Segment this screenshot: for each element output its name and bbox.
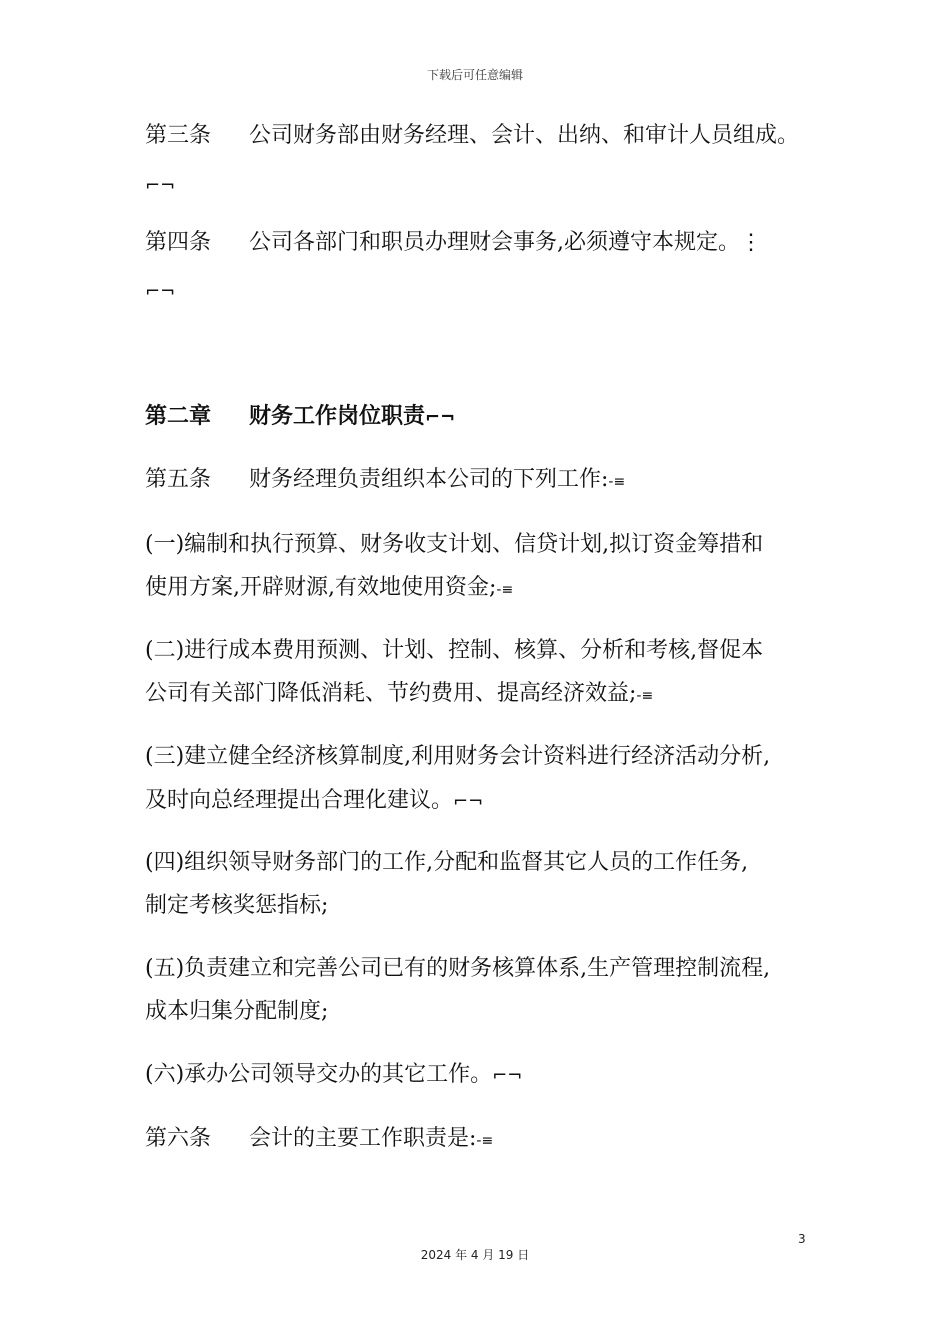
item-6 xyxy=(145,1060,522,1091)
line-break-mark-icon: -≡ xyxy=(496,582,514,598)
article-4 xyxy=(145,228,762,258)
article-4-mark-line xyxy=(145,276,175,307)
item-2-line-2 xyxy=(145,679,653,711)
article-3 xyxy=(145,121,799,151)
article-3-label: 第三条 xyxy=(145,123,212,148)
item-3-line-1: (三)建立健全经济核算制度,利用财务会计资料进行经济活动分析, xyxy=(145,744,771,769)
article-6-label: 第六条 xyxy=(145,1126,212,1151)
footer-date: 2024 年 4 月 19 日 xyxy=(420,1248,530,1262)
item-1-line-2-text: 使用方案,开辟财源,有效地使用资金; xyxy=(145,575,497,600)
chapter-2-title: 财务工作岗位职责 xyxy=(249,403,426,429)
article-6-text: 会计的主要工作职责是: xyxy=(249,1126,477,1151)
item-3-line-2-text: 及时向总经理提出合理化建议。 xyxy=(145,788,454,813)
article-5 xyxy=(145,465,625,497)
page-number: 3 xyxy=(798,1232,806,1246)
item-4-line-1: (四)组织领导财务部门的工作,分配和监督其它人员的工作任务, xyxy=(145,850,749,875)
chapter-2-heading xyxy=(145,401,455,433)
item-4-line-2: 制定考核奖惩指标; xyxy=(145,893,329,918)
paragraph-mark-icon: ⌐¬ xyxy=(492,1065,523,1086)
line-break-mark-icon: -≡ xyxy=(608,474,626,490)
item-1-line-1: (一)编制和执行预算、财务收支计划、信贷计划,拟订资金筹措和 xyxy=(145,532,764,557)
chapter-2-label: 第二章 xyxy=(145,403,212,429)
article-3-text: 公司财务部由财务经理、会计、出纳、和审计人员组成。 xyxy=(249,123,800,148)
article-3-mark-line xyxy=(145,170,175,201)
article-5-text: 财务经理负责组织本公司的下列工作: xyxy=(249,467,609,492)
item-1-line-2 xyxy=(145,573,513,605)
item-5-line-1: (五)负责建立和完善公司已有的财务核算体系,生产管理控制流程, xyxy=(145,956,771,981)
item-5-line-2: 成本归集分配制度; xyxy=(145,999,329,1024)
paragraph-mark-icon: ⌐¬ xyxy=(425,407,456,428)
item-3-line-2 xyxy=(145,786,483,817)
article-5-label: 第五条 xyxy=(145,467,212,492)
article-6 xyxy=(145,1124,493,1156)
line-break-mark-icon: -≡ xyxy=(476,1133,494,1149)
paragraph-mark-icon: ⌐¬ xyxy=(145,281,176,302)
paragraph-mark-icon: ⌐¬ xyxy=(453,791,484,812)
article-4-label: 第四条 xyxy=(145,230,212,255)
line-break-mark-icon: -≡ xyxy=(636,688,654,704)
paragraph-mark-icon: ⌐¬ xyxy=(145,175,176,196)
item-2-line-2-text: 公司有关部门降低消耗、节约费用、提高经济效益; xyxy=(145,681,637,706)
item-6-text: (六)承办公司领导交办的其它工作。 xyxy=(145,1062,493,1087)
article-4-text: 公司各部门和职员办理财会事务,必须遵守本规定。⋮ xyxy=(249,230,762,255)
page-header-note: 下载后可任意编辑 xyxy=(426,68,523,82)
item-2-line-1: (二)进行成本费用预测、计划、控制、核算、分析和考核,督促本 xyxy=(145,638,764,663)
